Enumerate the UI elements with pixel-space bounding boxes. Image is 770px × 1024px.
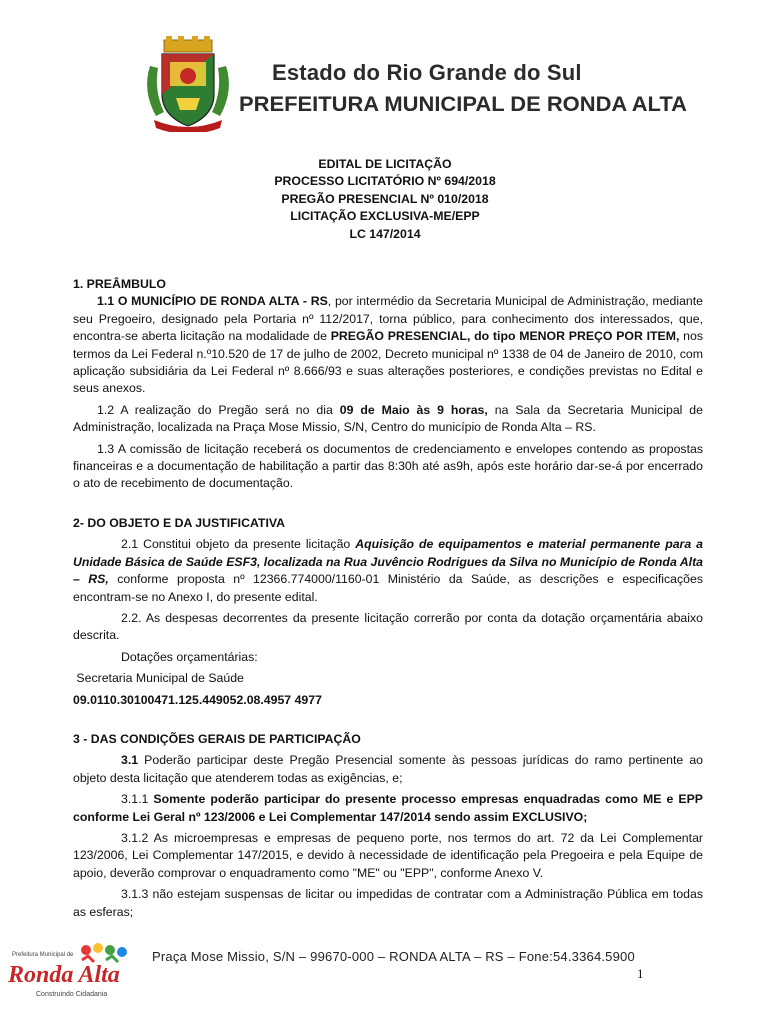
paragraph: 3.1.2 As microempresas e empresas de pequeno porte, nos termos do art. 72 da Lei Complementar 123/2006, Lei Complementar 147/2015, e devido à necessidade de identificação pela Pregoeira e pela Equipe de apoio, deverão comprovar o enquadramento como "ME" ou "EPP", conforme Anexo V. [73, 830, 703, 880]
logo-text: Ronda Alta [8, 962, 120, 988]
paragraph: 2.1 Constitui objeto da presente licitação Aquisição de equipamentos e material permanente para a Unidade Básica de Saúde ESF3, localizada na Rua Juvêncio Rodrigues da Silva no Município de Ronda Alta – RS, conforme proposta nº 12366.774000/1160-01 Ministério da Saúde, as descrições e especificações encontram-se no Anexo I, do presente edital. [73, 537, 703, 604]
paragraph: 3.1 Poderão participar deste Pregão Presencial somente às pessoas jurídicas do ramo pertinente ao objeto desta licitação que atenderem todas as exigências, e; [73, 753, 703, 785]
page-number: 1 [637, 966, 644, 981]
paragraph: 2.2. As despesas decorrentes da presente licitação correrão por conta da dotação orçamentária abaixo descrita. [73, 610, 703, 643]
title-line: LC 147/2014 [349, 226, 421, 241]
title-line: PROCESSO LICITATÓRIO Nº 694/2018 [274, 174, 496, 189]
paragraph: 1.1 O MUNICÍPIO DE RONDA ALTA - RS, por intermédio da Secretaria Municipal de Administração, mediante seu Pregoeiro, designado pela Portaria nº 112/2017, torna público, para conhecimento dos interessados, que, encontra-se aberta licitação na modalidade de PREGÃO PRESENCIAL, do tipo MENOR PREÇO POR ITEM, nos termos da Lei Federal n.º10.520 de 17 de julho de 2002, Decreto municipal nº 1338 de 04 de Janeiro de 2010, com aplicação subsidiária da Lei Federal nº 8.666/93 e suas alterações posteriores, e condições previstas no Edital e seus anexos. [73, 294, 703, 396]
logo-small-text: Prefeitura Municipal de [12, 952, 74, 958]
municipal-coat-of-arms [140, 36, 236, 132]
title-line: EDITAL DE LICITAÇÃO [318, 157, 452, 171]
section-heading: 1. PREÂMBULO [73, 277, 166, 291]
document-title [0, 156, 770, 243]
paragraph: 1.2 A realização do Pregão será no dia 09 de Maio às 9 horas, na Sala da Secretaria Municipal de Administração, localizada na Praça Mose Missio, S/N, Centro do município de Ronda Alta – RS. [73, 402, 703, 435]
ronda-alta-logo [8, 938, 140, 1000]
state-name: Estado do Rio Grande do Sul [272, 60, 582, 85]
footer-address: Praça Mose Missio, S/N – 99670-000 – RONDA ALTA – RS – Fone:54.3364.5900 [152, 949, 635, 964]
title-line: LICITAÇÃO EXCLUSIVA-ME/EPP [290, 209, 480, 224]
paragraph: 3.1.1 Somente poderão participar do presente processo empresas enquadradas como ME e EPP conforme Lei Geral nº 123/2006 e Lei Complementar 147/2014 sendo assim EXCLUSIVO; [73, 792, 703, 824]
city-hall-name: PREFEITURA MUNICIPAL DE RONDA ALTA [239, 92, 687, 116]
document-body [73, 276, 703, 921]
section-heading: 2- DO OBJETO E DA JUSTIFICATIVA [73, 515, 286, 530]
budget-label: Dotações orçamentárias: [121, 649, 258, 664]
section-heading: 3 - DAS CONDIÇÕES GERAIS DE PARTICIPAÇÃO [73, 731, 361, 746]
paragraph: 3.1.3 não estejam suspensas de licitar ou impedidas de contratar com a Administração Pública em todas as esferas; [73, 887, 703, 919]
title-line: PREGÃO PRESENCIAL Nº 010/2018 [281, 191, 489, 206]
budget-code: 09.0110.30100471.125.449052.08.4957 4977 [73, 692, 322, 707]
budget-department: Secretaria Municipal de Saúde [73, 671, 244, 686]
paragraph: 1.3 A comissão de licitação receberá os documentos de credenciamento e envelopes contendo as propostas financeiras e a documentação de habilitação a partir das 8:30h até as9h, após este horário dar-se-á por encerrado o ato de recebimento de documentação. [73, 441, 703, 491]
logo-tagline: Construindo Cidadania [36, 991, 108, 998]
